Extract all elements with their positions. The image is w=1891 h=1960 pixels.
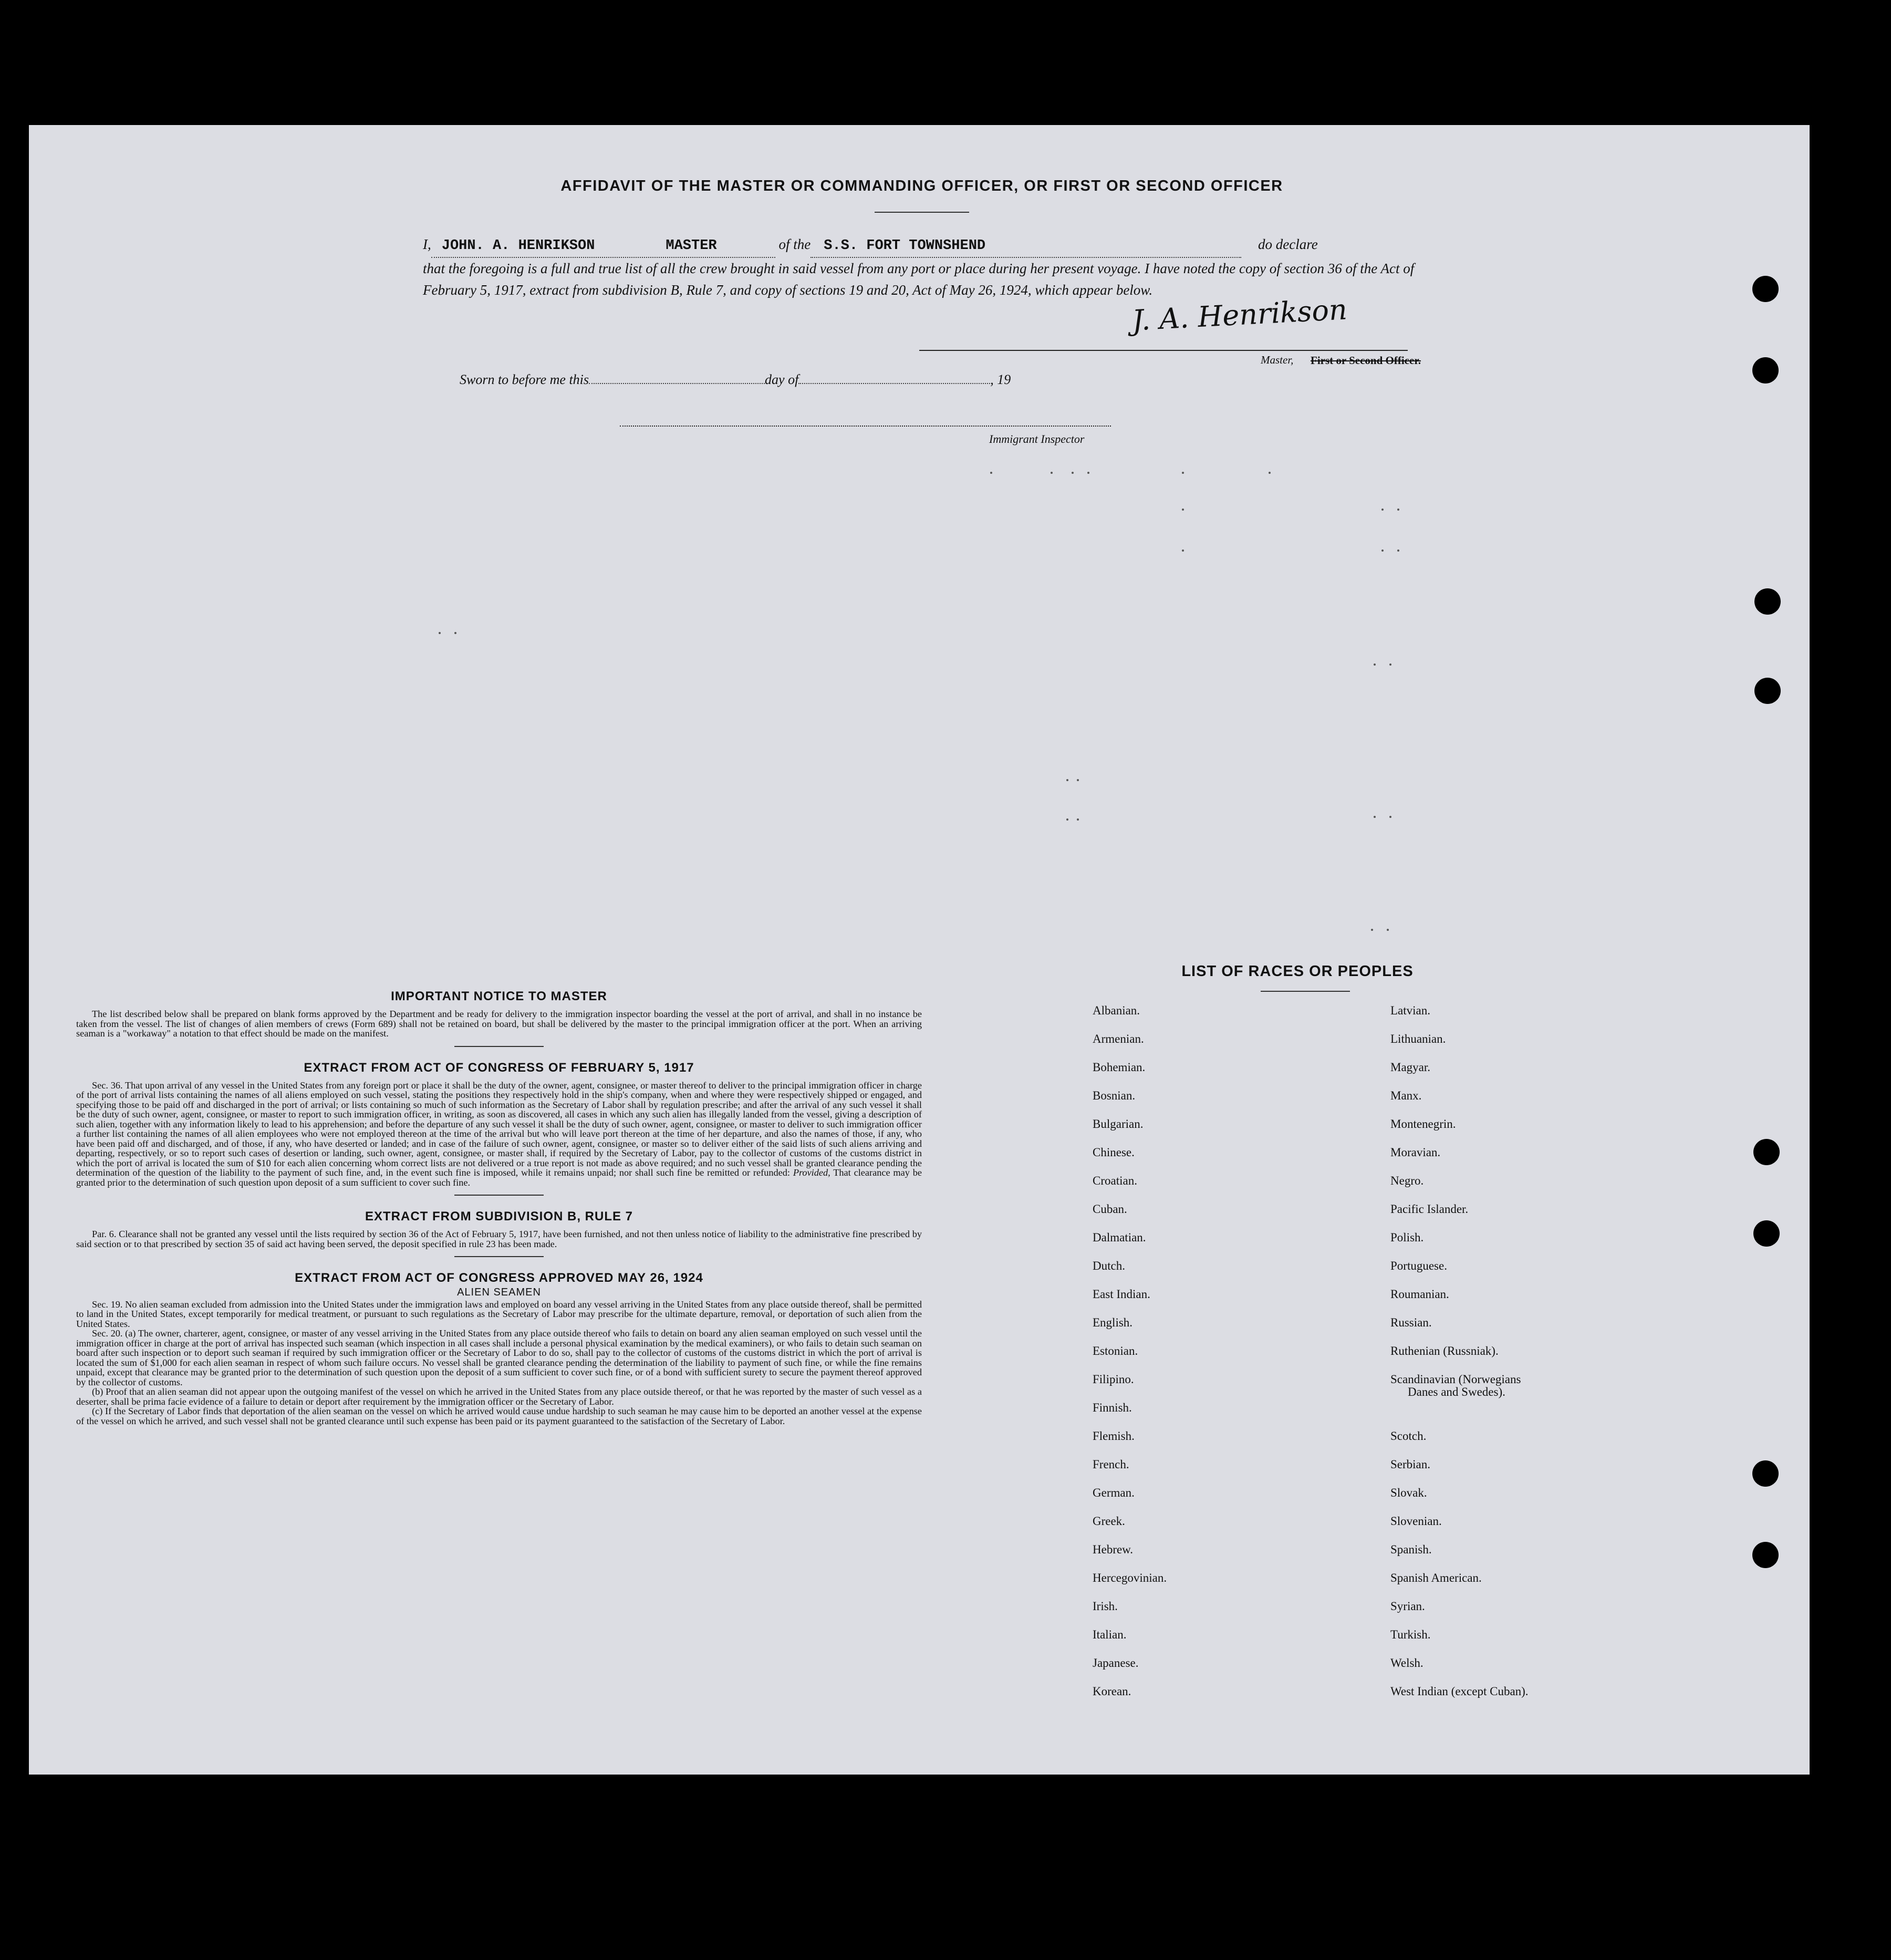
declaration-statement: that the foregoing is a full and true list of all the crew brought in said vessel from any port or place during her present voyage. I have noted the copy of section 36 of the Act of February 5, 1917, extract from subdivision B, Rule 7, and copy of sections 19 and 20, Act of May 26, 1924, which appear below. [423,261,1415,298]
race-item: Montenegrin. [1390,1117,1456,1131]
race-item: Pacific Islander. [1390,1202,1469,1216]
year-label: , 19 [990,372,1011,387]
race-item: German. [1093,1486,1135,1499]
alien-seamen-subtitle: ALIEN SEAMEN [457,1287,541,1298]
race-item: Irish. [1093,1600,1118,1613]
race-item: Spanish. [1390,1543,1432,1556]
race-item: Cuban. [1093,1202,1127,1216]
sec-36-label: Sec. 36. [92,1080,123,1091]
race-item: Korean. [1093,1685,1131,1698]
speck [1182,509,1184,511]
punch-hole [1754,588,1781,615]
section-divider [454,1195,544,1196]
race-item: Armenian. [1093,1032,1144,1045]
notice-title: IMPORTANT NOTICE TO MASTER [391,989,607,1003]
race-item: Ruthenian (Russniak). [1390,1344,1499,1357]
speck [1077,779,1079,781]
legal-notices [76,989,922,1426]
race-item: Turkish. [1390,1628,1431,1641]
provided-word: Provided, [793,1167,830,1178]
speck [1389,816,1391,818]
punch-hole [1752,357,1779,383]
speck [1077,818,1079,821]
master-name-field [431,235,775,258]
race-item: Flemish. [1093,1429,1135,1443]
sworn-line [460,372,1011,388]
speck [1381,549,1384,552]
speck [1269,472,1271,474]
struck-officer-title: First or Second Officer. [1311,354,1421,367]
sec-36-body: That upon arrival of any vessel in the United States from any foreign port or place it shall be the duty of the owner, agent, consignee, or master thereof to deliver to the principal immigration officer in charge of the port of arrival lists containing the names of all aliens employed on such vessel, stating the positions they respectively hold in the ship's company, when and where they were respectively shipped or engaged, and specifying those to be paid off and discharged in the port of arrival; or lists containing so much of such information as the Secretary of Labor shall by regulation prescribe; and after the arrival of any such vessel it shall be the duty of such owner, agent, consignee, or master to report to such immigration officer, in writing, as soon as discovered, all cases in which any such alien has illegally landed from the vessel, giving a description of such alien, together with any information likely to lead to his apprehension; and before the departure of any such vessel it shall be the duty of such owner, agent, consignee, or master to deliver to such immigration officer a further list containing the names of all alien employees who were not employed thereon at the time of the arrival but who will leave port thereon at the time of her departure, and also the names of those, if any, who have been paid off and discharged, and of those, if any, who have deserted or landed; and in case of the failure of such owner, agent, consignee, or master so to deliver either of the said lists of such aliens arriving and departing, respectively, or so to report such cases of desertion or landing, such owner, agent, consignee, or master shall, if required by the Secretary of Labor, pay to the collector of customs of the customs district in which the port of arrival is located the sum of $10 for each alien concerning whom correct lists are not delivered or a true report is not made as above required; and no such vessel shall be granted clearance pending the determination of the question of the liability to the payment of such fine, and, in the event such fine is imposed, while it remains unpaid; nor shall such fine be remitted or refunded: [76,1080,922,1178]
race-item: Negro. [1390,1174,1424,1187]
sec-19-body: No alien seaman excluded from admission into the United States under the immigration laws and employed on board any vessel arriving in the United States from any place outside thereof, shall be permitted to land in the United States, except temporarily for medical treatment, or pursuant to such regulations as the Secretary of Labor may prescribe for the ultimate departure, removal, or deportation of such alien from the United States. [76,1299,922,1329]
speck [1371,929,1373,931]
race-item: English. [1093,1316,1133,1329]
affidavit-body [423,234,1447,301]
speck [1389,663,1391,666]
punch-hole [1753,1139,1780,1165]
race-item: Moravian. [1390,1146,1441,1159]
extract-1924-title: EXTRACT FROM ACT OF CONGRESS APPROVED MAY 26, 1924 [295,1271,703,1285]
punch-hole [1753,1220,1780,1247]
sec-20-label: Sec. 20. [92,1328,123,1339]
speck [1182,549,1184,552]
race-item: Latvian. [1390,1004,1430,1017]
race-item: Danes and Swedes). [1408,1385,1505,1398]
race-item: Serbian. [1390,1458,1431,1471]
signature-line [919,350,1408,351]
race-item: Filipino. [1093,1373,1134,1386]
race-item: Hebrew. [1093,1543,1134,1556]
extract-rule7-text: Par. 6. Clearance shall not be granted any vessel until the lists required by section 36 of the Act of February 5, 1917, have been furnished, and not then unless notice of liability to the administrative fine prescribed by said section or to that prescribed by section 35 of said act having been served, the deposit specified in rule 23 has been made. [76,1229,922,1249]
affidavit-title: AFFIDAVIT OF THE MASTER OR COMMANDING OFFICER, OR FIRST OR SECOND OFFICER [560,178,1283,194]
race-item: Bohemian. [1093,1061,1146,1074]
do-declare-label: do declare [1258,236,1318,252]
race-item: East Indian. [1093,1288,1150,1301]
title-divider [875,212,969,213]
race-item: Italian. [1093,1628,1127,1641]
speck [1072,472,1074,474]
race-item: Roumanian. [1390,1288,1449,1301]
master-name: JOHN. A. HENRIKSON [441,238,595,254]
punch-hole [1752,276,1779,302]
vessel-name: S.S. FORT TOWNSHEND [811,235,1241,258]
sec-19-label: Sec. 19. [92,1299,123,1310]
race-item: Estonian. [1093,1344,1138,1357]
speck [1397,549,1399,552]
race-item: Dalmatian. [1093,1231,1146,1244]
speck [1374,663,1376,666]
race-item: Syrian. [1390,1600,1425,1613]
sec-20b-text: (b) Proof that an alien seaman did not appear upon the outgoing manifest of the vessel on which he arrived in the United States from any place outside thereof, or that he was reported by the master of such vessel as a deserter, shall be prima facie evidence of a failure to detain or deport after requirement by the immigration officer or the Secretary of Labor. [76,1386,922,1407]
race-item: Portuguese. [1390,1259,1447,1272]
punch-hole [1752,1460,1779,1487]
race-item: Polish. [1390,1231,1424,1244]
races-divider [1261,991,1350,992]
race-item: Magyar. [1390,1061,1431,1074]
race-item: French. [1093,1458,1129,1471]
form-sheet [29,125,1810,1775]
declaration-prefix: I, [423,236,431,252]
race-item: Hercegovinian. [1093,1571,1167,1584]
race-item: Slovenian. [1390,1515,1442,1528]
sec-20a-text [76,1329,922,1387]
sworn-day-field [589,383,765,384]
race-item: Finnish. [1093,1401,1132,1414]
sec-20c-text: (c) If the Secretary of Labor finds that deportation of the alien seaman on the vessel on which he arrived would cause undue hardship to such seaman he may cause him to be deported an another vessel at the expense of the vessel on which he arrived, and such vessel shall not be granted clearance until such expense has been paid or its payment guaranteed to the satisfaction of the Secretary of Labor. [76,1406,922,1426]
speck [990,472,992,474]
race-item: Dutch. [1093,1259,1125,1272]
section-divider [454,1256,544,1257]
race-item: Greek. [1093,1515,1125,1528]
race-item: West Indian (except Cuban). [1390,1685,1529,1698]
section-divider [454,1046,544,1047]
master-signature: J. A. Henrikson [1131,293,1348,337]
day-of-label: day of [765,372,799,387]
speck [454,632,456,634]
race-item: Lithuanian. [1390,1032,1446,1045]
race-item: Spanish American. [1390,1571,1482,1584]
extract-1917-title: EXTRACT FROM ACT OF CONGRESS OF FEBRUARY 5, 1917 [304,1060,694,1075]
inspector-signature-line [620,426,1111,427]
punch-hole [1754,678,1781,704]
notice-text: The list described below shall be prepared on blank forms approved by the Department and be ready for delivery to the immigration inspector boarding the vessel at the port of arrival, and shall in no instance be taken from the vessel. The list of changes of alien members of crews (Form 689) shall not be retained on board, but shall be delivered by the master to the principal immigration officer at the port. When an arriving seaman is a "workaway" a notation to that effect should be made on the manifest. [76,1009,922,1039]
speck [1397,509,1399,511]
speck [1387,929,1389,931]
speck [1374,816,1376,818]
sec-36-end: That clearance may be granted prior to the determination of such question upon deposit of a sum sufficient to cover such fine. [76,1167,922,1188]
race-item: Croatian. [1093,1174,1137,1187]
race-item: Albanian. [1093,1004,1140,1017]
speck [1182,472,1184,474]
speck [1051,472,1053,474]
punch-hole [1752,1542,1779,1568]
race-item: Japanese. [1093,1656,1139,1669]
speck [1066,779,1068,781]
sec-20a-body: (a) The owner, charterer, agent, consignee, or master of any vessel arriving in the United States from any place outside thereof who fails to detain on board any alien seaman employed on such vessel until the immigration officer in charge at the port of arrival has inspected such seaman (which inspection in all cases shall include a personal physical examination by the medical examiners), or who fails to detain such seaman on board after such inspection or to deport such seaman if required by such immigration officer or the Secretary of Labor to do so, shall pay to the collector of customs of the customs district in which the port of arrival is located the sum of $1,000 for each alien seaman in respect of whom such failure occurs. No vessel shall be granted clearance pending the determination of the liability to payment of such fine, or while the fine remains unpaid, except that clearance may be granted prior to the determination of such question upon the deposit of a sum sufficient to cover such fine, or of a bond with sufficient surety to secure the payment thereof approved by the collector of customs. [76,1328,922,1387]
extract-rule7-title: EXTRACT FROM SUBDIVISION B, RULE 7 [365,1209,633,1223]
speck [1381,509,1384,511]
race-item: Scandinavian (Norwegians [1390,1373,1521,1386]
race-item: Scotch. [1390,1429,1427,1443]
declaration-line [423,234,1447,258]
extract-1917-text [76,1081,922,1188]
speck [1087,472,1089,474]
of-the-label: of the [778,236,811,252]
sec-19-text [76,1300,922,1329]
sworn-label: Sworn to before me this [460,372,589,387]
inspector-label: Immigrant Inspector [989,432,1085,445]
master-rank: MASTER [666,238,717,254]
race-item: Bulgarian. [1093,1117,1144,1131]
sworn-month-field [798,383,990,384]
races-title: LIST OF RACES OR PEOPLES [1181,963,1414,980]
race-item: Slovak. [1390,1486,1427,1499]
signature-title: Master, [1261,354,1294,366]
race-item: Welsh. [1390,1656,1424,1669]
race-item: Russian. [1390,1316,1432,1329]
race-item: Manx. [1390,1089,1422,1102]
speck [439,632,441,634]
speck [1066,818,1068,821]
race-item: Bosnian. [1093,1089,1136,1102]
race-item: Chinese. [1093,1146,1135,1159]
